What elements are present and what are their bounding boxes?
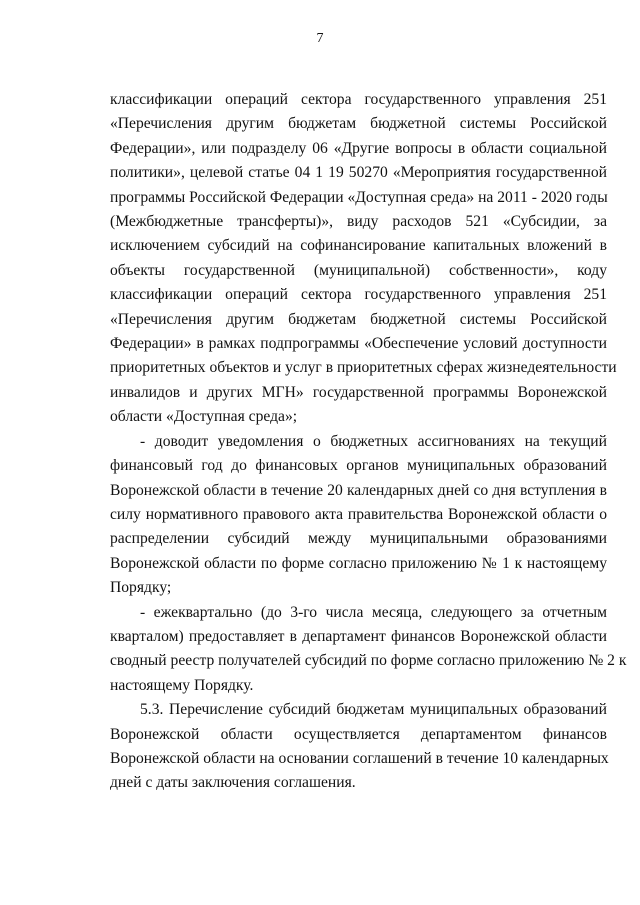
text-line: инвалидов и других МГН» государственной программы Воронежской [110,383,607,401]
text-line: «Перечисления другим бюджетам бюджетной системы Российской [110,115,607,133]
paragraph [110,698,607,796]
text-line: политики», целевой статье 04 1 19 50270 «Мероприятия государственной [110,164,607,182]
paragraph [110,601,627,699]
text-line: распределении субсидий между муниципальными образованиями [110,530,607,548]
text-line: (Межбюджетные трансферты)», виду расходов 521 «Субсидии, за [110,213,607,231]
text-line: «Перечисления другим бюджетам бюджетной системы Российской [110,310,607,328]
text-line: классификации операций сектора государственного управления 251 [110,286,607,304]
text-line: Федерации», или подразделу 06 «Другие вопросы в области социальной [110,139,607,157]
text-line: дней с даты заключения соглашения. [110,774,356,792]
text-line: финансовый год до финансовых органов муниципальных образований [110,457,607,475]
text-line: Воронежской области на основании соглашений в течение 10 календарных [110,749,609,767]
text-line: - доводит уведомления о бюджетных ассигнованиях на текущий [140,432,607,450]
document-body [110,88,627,796]
text-line: 5.3. Перечисление субсидий бюджетам муниципальных образований [140,701,607,719]
text-line: приоритетных объектов и услуг в приоритетных сферах жизнедеятельности [110,359,617,377]
text-line: области «Доступная среда»; [110,408,298,426]
paragraph [110,430,607,601]
text-line: Порядку; [110,579,172,597]
text-line: кварталом) предоставляет в департамент финансов Воронежской области [110,627,607,645]
text-line: программы Российской Федерации «Доступная среда» на 2011 - 2020 годы [110,188,608,206]
text-line: - ежеквартально (до 3-го числа месяца, следующего за отчетным [140,603,607,621]
text-line: Федерации» в рамках подпрограммы «Обеспечение условий доступности [110,335,607,353]
page-number: 7 [316,31,324,46]
text-line: сводный реестр получателей субсидий по форме согласно приложению № 2 к [110,652,627,670]
text-line: настоящему Порядку. [110,676,254,694]
text-line: объекты государственной (муниципальной) собственности», коду [110,261,607,279]
text-line: классификации операций сектора государственного управления 251 [110,91,607,108]
text-line: Воронежской области по форме согласно приложению № 1 к настоящему [110,554,607,572]
text-line: силу нормативного правового акта правительства Воронежской области о [110,505,607,523]
text-line: исключением субсидий на софинансирование капитальных вложений в [110,237,607,255]
text-line: Воронежской области в течение 20 календарных дней со дня вступления в [110,481,607,499]
paragraph [110,88,617,430]
text-line: Воронежской области осуществляется департаментом финансов [110,725,607,743]
